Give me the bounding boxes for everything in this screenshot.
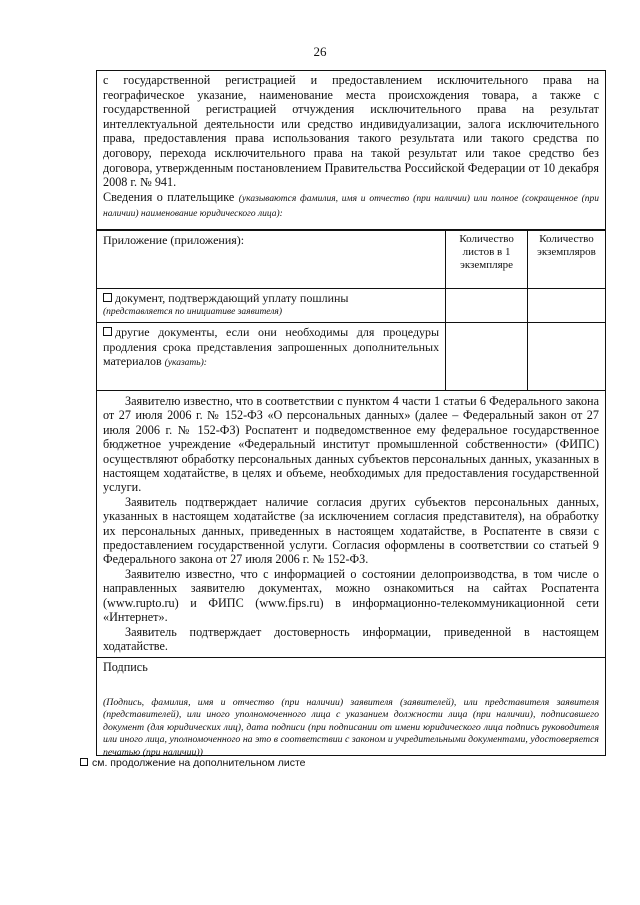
consent-paragraph: Заявителю известно, что с информацией о состоянии делопроизводства, в том числе о направленных заявителю документах, можно ознакомиться на сайтах Роспатента (www.rupto.ru) и ФИПС (www.fips.ru) в информационно-телекоммуникационной сети «Интернет».: [103, 566, 599, 625]
attachment-row-fee-document: [97, 289, 606, 323]
payer-label: Сведения о плательщике: [103, 189, 235, 204]
attachment-row-other-documents: [97, 323, 606, 391]
attachments-table: [96, 230, 606, 391]
consent-paragraph: Заявителю известно, что в соответствии с пунктом 4 части 1 статьи 6 Федерального закона от 27 июля 2006 г. № 152-ФЗ «О персональных данных» (далее – Федеральный закон от 27 июля 2006 г. № 152-ФЗ) Роспатент и подведомственное ему федеральное государственное бюджетное учреждение «Федеральный институт промышленной собственности» (ФИПС) осуществляют обработку персональных данных субъектов персональных данных, указанных в настоящем ходатайстве, в целях и объеме, необходимых для предоставления государственной услуги.: [103, 394, 599, 495]
legal-basis-box: [96, 70, 606, 230]
fee-document-checkbox[interactable]: [103, 293, 112, 302]
fee-document-hint: (представляется по инициативе заявителя): [103, 306, 283, 317]
signature-title: Подпись: [103, 660, 148, 674]
consent-paragraph: Заявитель подтверждает наличие согласия других субъектов персональных данных, указанных в настоящем ходатайстве (за исключением согласия представителя), на обработку их персональных данных, приведенных в настоящем ходатайстве, в Роспатенте в связи с предоставлением государственной услуги. Согласия оформлены в соответствии со статьей 9 Федерального закона от 27 июля 2006 г. № 152-ФЗ.: [103, 494, 599, 567]
legal-basis-text: с государственной регистрацией и предоставлением исключительного права на географическое указание, наименование места происхождения товара, а также с государственной регистрацией отчуждения исключительного права на результат интеллектуальной деятельности или средство индивидуализации, залога исключительного права, предоставления права использования такого результата или такого средства по договору, перехода исключительного права на такой результат или такое средство без договора, утвержденным постановлением Правительства Российской Федерации от 10 декабря 2008 г. № 941.: [103, 73, 599, 190]
consent-paragraph: Заявитель подтверждает достоверность информации, приведенной в настоящем ходатайстве.: [103, 624, 599, 653]
other-documents-label: другие документы, если они необходимы для процедуры продления срока представления запрошенных дополнительных материалов: [103, 325, 440, 368]
payer-hint: (указываются фамилия, имя и отчество (при наличии) или полное (сокращенное (при наличии) наименование юридического лица):: [103, 193, 600, 219]
continuation-option: [80, 757, 306, 769]
continuation-checkbox[interactable]: [80, 758, 88, 766]
fee-document-label: документ, подтверждающий уплату пошлины: [115, 291, 349, 305]
page-number: 26: [313, 44, 327, 59]
sheets-count-header: Количество листов в 1 экземпляре: [446, 231, 528, 289]
other-documents-copies-cell[interactable]: [528, 323, 606, 391]
fee-document-copies-cell[interactable]: [528, 289, 606, 323]
other-documents-checkbox[interactable]: [103, 327, 112, 336]
consent-box: [96, 390, 606, 658]
attachments-header-row: [97, 231, 606, 289]
fee-document-sheets-cell[interactable]: [446, 289, 528, 323]
signature-note: (Подпись, фамилия, имя и отчество (при наличии) заявителя (заявителей), или представителя заявителя (представителей), или иного уполномоченного лица с указанием должности лица (при наличии), подписавшего документ (для юридических лиц), дата подписи (при подписании от имени юридического лица подпись руководителя или иного лица, уполномоченного на это в соответствии с законом и учредительными документами, удостоверяется печатью (при наличии)): [103, 697, 599, 758]
attachments-header: Приложение (приложения):: [97, 231, 446, 289]
signature-box[interactable]: [96, 657, 606, 756]
copies-count-header: Количество экземпляров: [528, 231, 606, 289]
other-documents-sheets-cell[interactable]: [446, 323, 528, 391]
other-documents-hint: (указать):: [164, 358, 207, 368]
payer-info[interactable]: [103, 190, 599, 220]
continuation-label: см. продолжение на дополнительном листе: [92, 757, 306, 769]
